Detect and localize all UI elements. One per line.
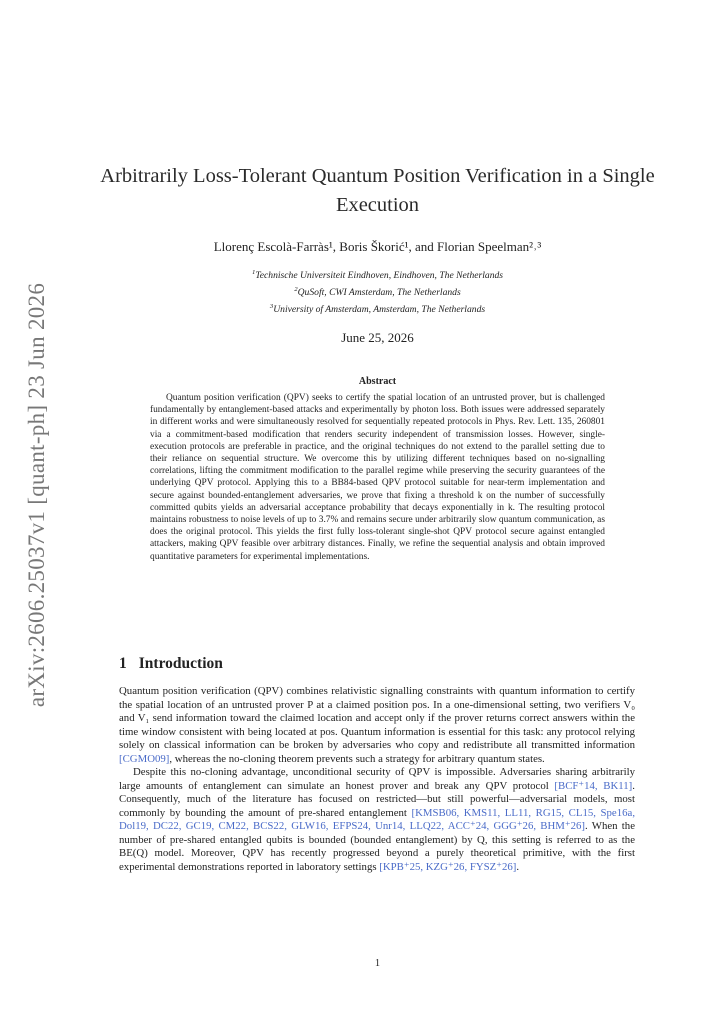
section-title: Introduction <box>138 655 223 672</box>
abstract-text: Quantum position verification (QPV) seeks to certify the spatial location of an untrusted prover, but is challenged fundamentally by entanglement-based attacks and experimentally by photon loss. Both issues were addressed separately in different works and were simultaneously resolved for sequentially repeated protocols in Phys. Rev. Lett. 135, 260801 via a commitment-based modification that renders security independent of transmission losses. However, single-execution protocols are preferable in practice, and the original techniques do not extend to the parallel setting due to their reliance on sequential structure. We overcome this by utilizing different techniques based on no-signalling correlations, lifting the commitment modification to the parallel regime while preserving the security guarantees of the underlying QPV protocol. Applying this to a BB84-based QPV protocol suitable for near-term implementation and secure against bounded-entanglement adversaries, we prove that fixing a threshold k on the number of successfully committed qubits yields an adversarial acceptance probability that decays exponentially in k. The resulting protocol maintains robustness to noise levels of up to 3.7% and remains secure under arbitrarily slow quantum communication, as does the original protocol. This yields the first fully loss-tolerant single-shot QPV protocol secure against entangled attackers, making QPV feasible over arbitrary distances. Finally, we refine the sequential analysis and obtain improved quantitative parameters for experimental implementations. <box>150 393 605 562</box>
citation-link[interactable]: [KMSB06, KMS11, LL11, RG15, CL15, Spe16a, Dol19, DC22, GC19, CM22, BCS22, GLW16, EFPS24, Unr14, LLQ22, ACC⁺24, GGG⁺26, BHM⁺26] <box>119 806 636 832</box>
section-body <box>119 685 635 874</box>
section-number: 1 <box>119 655 127 672</box>
affiliation-1: $^1$Technische Universiteit Eindhoven, Eindhoven, The Netherlands <box>251 269 504 282</box>
author-list: Llorenç Escolà-Farràs¹, Boris Škorić¹, and Florian Speelman²˒³ <box>213 239 542 254</box>
section-heading <box>119 655 223 673</box>
affiliation-3: $^3$University of Amsterdam, Amsterdam, The Netherlands <box>269 303 486 316</box>
affiliations <box>100 266 655 318</box>
citation-link[interactable]: [CGMO09] <box>119 752 170 765</box>
paragraph-1: Quantum position verification (QPV) combines relativistic signalling constraints with quantum information to certify the spatial location of an untrusted prover P at a claimed position pos. In a one-dimensional setting, two verifiers V₀ and V₁ send information toward the claimed location and accept only if the prover returns correct answers within the time window consistent with being located at pos. Quantum information is essential for this task: any protocol relying solely on classical information can be broken by adversaries who copy and redistribute all transmitted information [CGMO09], whereas the no-cloning theorem prevents such a strategy for arbitrary quantum states. <box>119 685 635 765</box>
page-number: 1 <box>374 958 381 969</box>
publication-date: June 25, 2026 <box>341 330 414 345</box>
arxiv-identifier: arXiv:2606.25037v1 [quant-ph] 23 Jun 2026 <box>24 282 49 708</box>
citation-link[interactable]: [KPB⁺25, KZG⁺26, FYSZ⁺26] <box>379 860 517 873</box>
citation-link[interactable]: [BCF⁺14, BK11] <box>554 779 633 792</box>
affiliation-2: $^2$QuSoft, CWI Amsterdam, The Netherlands <box>294 286 461 299</box>
paper-title: Arbitrarily Loss-Tolerant Quantum Position Verification in a Single Execution <box>100 165 655 216</box>
paragraph-2: Despite this no-cloning advantage, unconditional security of QPV is impossible. Adversaries sharing arbitrarily large amounts of entanglement can simulate an honest prover and break any QPV protocol [BCF⁺14, BK11]. Consequently, much of the literature has focused on restricted—but still powerful—adversarial models, most commonly by bounding the amount of pre-shared entanglement [KMSB06, KMS11, LL11, RG15, CL15, Spe16a, Dol19, DC22, GC19, CM22, BCS22, GLW16, EFPS24, Unr14, LLQ22, ACC⁺24, GGG⁺26, BHM⁺26]. When the number of pre-shared entangled qubits is bounded (bounded entanglement) by Q, this setting is referred to as the BE(Q) model. Moreover, QPV has recently progressed beyond a purely theoretical primitive, with the first experimental demonstrations reported in laboratory settings [KPB⁺25, KZG⁺26, FYSZ⁺26]. <box>119 766 636 873</box>
abstract-heading: Abstract <box>358 376 397 387</box>
